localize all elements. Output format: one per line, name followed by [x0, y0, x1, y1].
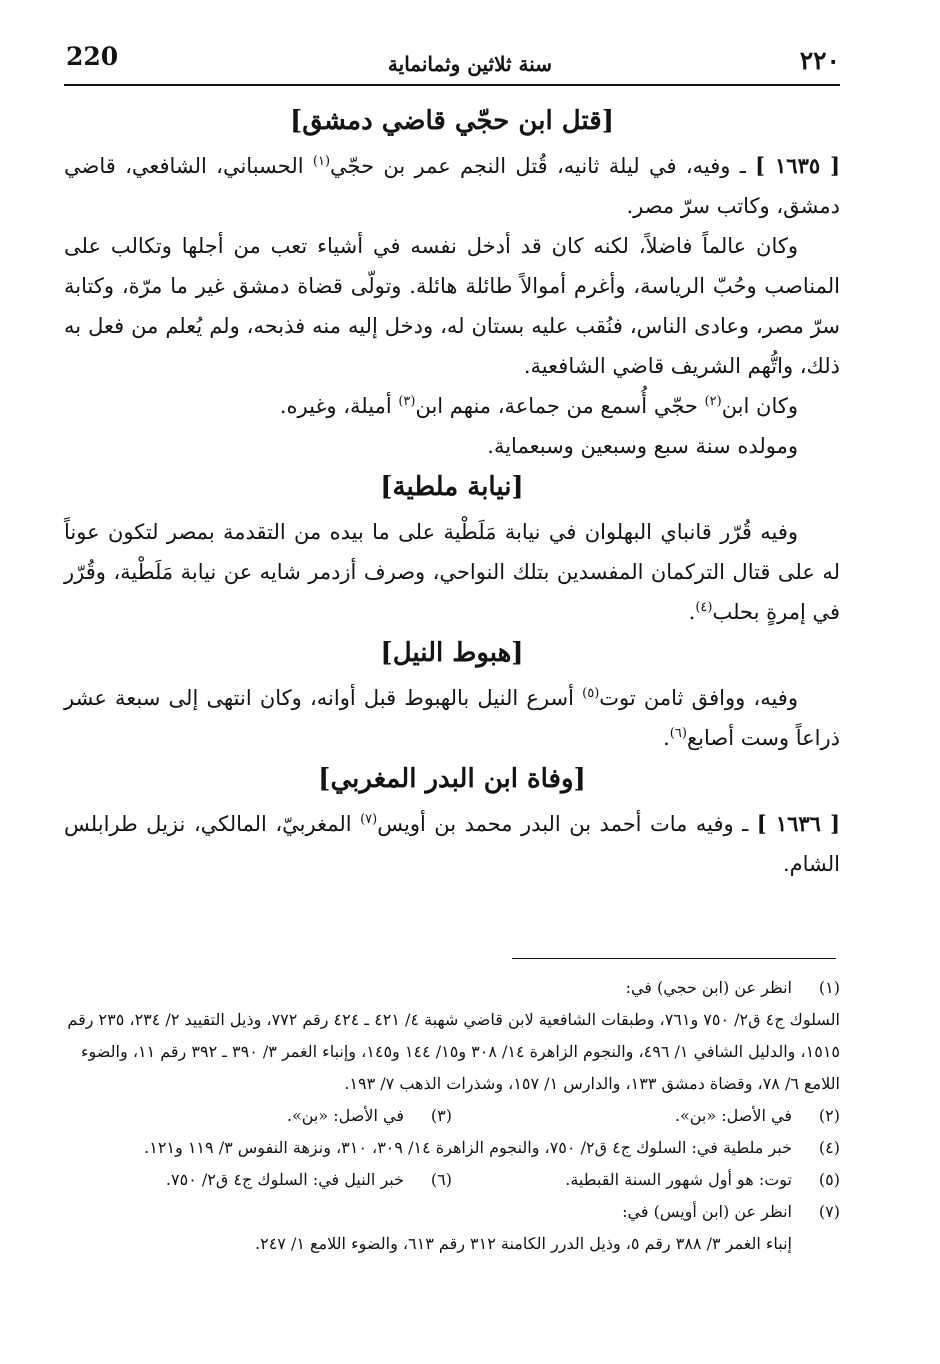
text-run: المغربيّ، المالكي، نزيل طرابلس الشام. — [64, 812, 840, 876]
text-run: أسرع النيل بالهبوط قبل أوانه، وكان انتهى إلى سبعة عشر ذراعاً وست أصابع — [64, 686, 840, 750]
paragraph: وكان عالماً فاضلاً، لكنه كان قد أدخل نفسه في أشياء تعب من أجلها وتكالب على المناصب وحُبّ الرياسة، وأغرم أموالاً طائلة هائلة. وتولّى قضاة دمشق غير ما مرّة، وكتابة سرّ مصر، وعادى الناس، فنُقب عليه بستان له، ودخل إليه منه فذبحه، ولم يُعلم من فعل به ذلك، واتُّهم الشريف قاضي الشافعية. — [64, 234, 840, 378]
footnote-line: انظر عن (ابن أويس) في: — [622, 1202, 792, 1221]
footnote-2 — [452, 1100, 840, 1132]
footnote-text: في الأصل: «بن». — [286, 1106, 404, 1125]
text-run: الحسباني، الشافعي، قاضي دمشق، وكاتب سرّ مصر. — [64, 154, 840, 218]
footnote-ref: (٧) — [360, 812, 378, 827]
text-run: ـ وفيه، في ليلة ثانيه، قُتل النجم عمر بن حجّي — [330, 154, 756, 178]
footnote-label: (٤) — [818, 1138, 840, 1157]
text-run: وكان ابن — [721, 394, 798, 418]
footnote-ref: (٢) — [704, 394, 722, 409]
footnote-label: (١) — [818, 978, 840, 997]
footnote-label: (٣) — [430, 1106, 452, 1125]
footnote-text: خبر ملطية في: السلوك ج٤ ق٢/ ٧٥٠، والنجوم الزاهرة ١٤/ ٣٠٩، ٣١٠، ونزهة النفوس ٣/ ١١٩ و١٢١. — [144, 1138, 792, 1157]
footnote-5 — [452, 1164, 840, 1196]
paragraph — [64, 386, 840, 426]
text-run: . — [688, 600, 696, 624]
footnote-line: انظر عن (ابن حجي) في: — [625, 978, 792, 997]
section-heading: [وفاة ابن البدر المغربي] — [318, 764, 586, 794]
footnote-label: (٧) — [818, 1202, 840, 1221]
footnote-1 — [64, 972, 840, 1100]
footnote-3 — [64, 1100, 452, 1132]
footnote-ref: (٣) — [398, 394, 416, 409]
footnote-label: (٦) — [430, 1170, 452, 1189]
paragraph: ومولده سنة سبع وسبعين وسبعماية. — [487, 434, 798, 458]
entry-number: [ ١٦٣٦ ] — [756, 811, 841, 836]
footnote-text: خبر النيل في: السلوك ج٤ ق٢/ ٧٥٠. — [165, 1170, 404, 1189]
text-run: أميلة، وغيره. — [279, 394, 399, 418]
footnote-row — [64, 1100, 840, 1132]
footnote-separator — [512, 958, 836, 959]
footnote-ref: (٦) — [669, 726, 687, 741]
footnote-line: السلوك ج٤ ق٢/ ٧٥٠ و٧٦١، وطبقات الشافعية لابن قاضي شهبة ٤/ ٤٢١ ـ ٤٢٤ رقم ٧٧٢، وذيل التقييد ٢/ ٢٣٤، ٢٣٥ رقم ١٥١٥، والدليل الشافي ١/ ٤٩٦، والنجوم الزاهرة ١٤/ ٣٠٨ و١٥/ ١٤٤ و١٤٥، وإنباء الغمر ٣/ ٣٩٠ ـ ٣٩٢ رقم ١١، والضوء اللامع ٦/ ٧٨، وقضاة دمشق ١٣٣، والدارس ١/ ١٥٧، وشذرات الذهب ٧/ ١٩٣. — [67, 1010, 840, 1093]
footnote-ref: (٥) — [582, 686, 600, 701]
text-run: وفيه قُرّر قانباي البهلوان في نيابة مَلَطْية على ما بيده من التقدمة بمصر لتكون عوناً له على قتال التركمان المفسدين بتلك النواحي، وصرف أزدمر شايه عن نيابة مَلَطْية، وقُرّر في إمرةٍ بحلب — [64, 520, 840, 624]
section-heading: [نيابة ملطية] — [380, 472, 524, 502]
footnote-row — [64, 1164, 840, 1196]
entry-number: [ ١٦٣٥ ] — [755, 153, 841, 178]
page-number-latin: 220 — [66, 42, 119, 71]
header-rule — [64, 84, 840, 86]
text-run: ـ وفيه مات أحمد بن البدر محمد بن أويس — [377, 812, 757, 836]
paragraph — [64, 804, 840, 884]
footnote-7 — [64, 1196, 840, 1260]
footnote-label: (٥) — [818, 1170, 840, 1189]
footnote-text: في الأصل: «بن». — [674, 1106, 792, 1125]
section-heading: [هبوط النيل] — [380, 638, 524, 668]
paragraph — [64, 678, 840, 758]
footnote-text: توت: هو أول شهور السنة القبطية. — [565, 1170, 792, 1189]
footnote-ref: (١) — [312, 154, 331, 169]
footnotes — [64, 972, 840, 1260]
main-text — [64, 100, 840, 884]
footnote-line: إنباء الغمر ٣/ ٣٨٨ رقم ٥، وذيل الدرر الكامنة ٣١٢ رقم ٦١٣، والضوء اللامع ١/ ٢٤٧. — [255, 1234, 792, 1253]
text-run: وفيه، ووافق ثامن توت — [599, 686, 798, 710]
page-header — [0, 34, 940, 82]
section-heading: [قتل ابن حجّي قاضي دمشق] — [289, 106, 615, 136]
running-title: سنة ثلاثين وثمانماية — [387, 52, 553, 76]
paragraph — [64, 146, 840, 226]
footnote-ref: (٤) — [695, 600, 713, 615]
paragraph — [64, 512, 840, 632]
footnote-6 — [64, 1164, 452, 1196]
footnote-label: (٢) — [818, 1106, 840, 1125]
text-run: . — [663, 726, 670, 750]
text-run: حجّي أُسمع من جماعة، منهم ابن — [415, 394, 705, 418]
page-number-arabic: ٢٢٠ — [799, 46, 840, 75]
footnote-4 — [64, 1132, 840, 1164]
